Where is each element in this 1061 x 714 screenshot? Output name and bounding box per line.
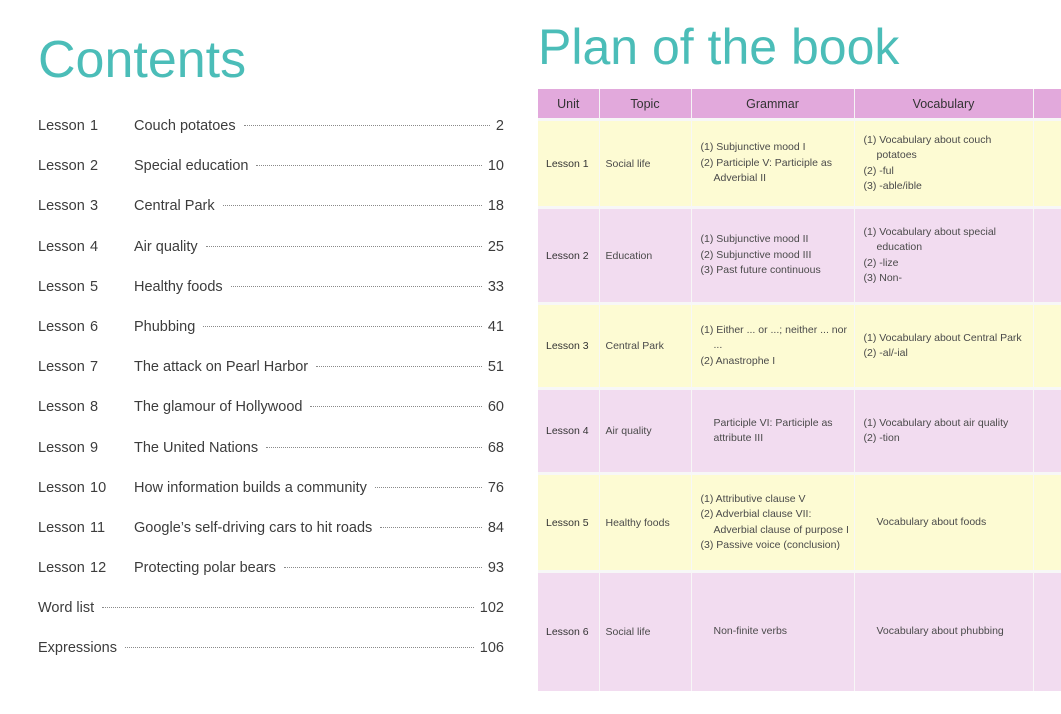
- plan-topic-cell: Air quality: [599, 389, 691, 474]
- unit-header: Unit: [538, 89, 599, 120]
- plan-topic-cell: Education: [599, 208, 691, 304]
- toc-page-number: 25: [487, 238, 504, 255]
- plan-topic-cell: Social life: [599, 572, 691, 691]
- toc-leader-dots: [310, 406, 481, 407]
- toc-lesson-title: The United Nations: [134, 439, 259, 456]
- toc-page-number: 2: [495, 118, 504, 134]
- plan-grammar-cell: [691, 120, 854, 208]
- toc-lesson-label: Lesson: [38, 399, 85, 416]
- plan-table-container: [538, 89, 1061, 714]
- toc-extra-title: Word list: [38, 600, 95, 617]
- plan-cut-off-cell: [1033, 474, 1061, 572]
- plan-row: [538, 474, 1061, 572]
- plan-cut-off-cell: [1033, 389, 1061, 474]
- toc-lesson-number: 12: [90, 560, 107, 577]
- toc-lesson-title: Couch potatoes: [134, 118, 236, 134]
- plan-vocabulary-cell-item: (1) Vocabulary about Central Park: [863, 331, 1022, 344]
- toc-leader-dots: [125, 647, 474, 648]
- plan-grammar-cell: [691, 208, 854, 304]
- plan-table: [538, 89, 1061, 691]
- plan-grammar-cell: [691, 304, 854, 389]
- plan-grammar-cell-item: (1) Attributive clause V: [700, 492, 806, 505]
- plan-grammar-cell-item: (2) Subjunctive mood III: [700, 248, 812, 261]
- toc-item[interactable]: [38, 118, 504, 158]
- plan-grammar-cell-item: (1) Subjunctive mood I: [700, 141, 806, 154]
- toc-leader-dots: [284, 567, 482, 568]
- toc-leader-dots: [375, 487, 482, 488]
- plan-vocabulary-cell: [854, 474, 1033, 572]
- topic-header: Topic: [599, 89, 691, 120]
- vocabulary-header: Vocabulary: [854, 89, 1033, 120]
- toc-leader-dots: [380, 527, 482, 528]
- plan-vocabulary-cell: [854, 572, 1033, 691]
- toc-lesson-label: Lesson: [38, 158, 85, 175]
- toc-item[interactable]: [38, 399, 504, 439]
- plan-vocabulary-cell-item: (3) -able/ible: [863, 180, 922, 192]
- toc-lesson-number: 7: [90, 359, 99, 376]
- toc-leader-dots: [206, 246, 482, 247]
- toc-lesson-label: Lesson: [38, 278, 85, 295]
- plan-vocabulary-cell-text: Vocabulary about foods: [876, 515, 987, 528]
- plan-unit-cell: Lesson 1: [538, 120, 599, 208]
- toc-lesson-number: 10: [90, 479, 107, 496]
- plan-vocabulary-cell-item: (2) -al/-ial: [863, 347, 908, 359]
- plan-unit-cell: Lesson 4: [538, 389, 599, 474]
- toc-lesson-number: 5: [90, 278, 99, 295]
- toc-lesson-number: 4: [90, 238, 99, 255]
- plan-grammar-cell-item: (2) Adverbial clause VII: Adverbial clause of purpose I: [700, 508, 849, 536]
- toc-lesson-title: Special education: [134, 158, 249, 175]
- table-of-contents: [38, 118, 504, 681]
- plan-row: [538, 572, 1061, 691]
- plan-grammar-cell: [691, 572, 854, 691]
- plan-grammar-cell-item: (3) Past future continuous: [700, 264, 821, 277]
- toc-lesson-title: Protecting polar bears: [134, 560, 276, 577]
- toc-page-number: 102: [479, 600, 504, 617]
- toc-lesson-label: Lesson: [38, 198, 85, 215]
- toc-page-number: 18: [487, 198, 504, 215]
- plan-header-row: [538, 89, 1061, 120]
- plan-grammar-cell: [691, 389, 854, 474]
- toc-lesson-label: Lesson: [38, 479, 85, 496]
- plan-vocabulary-cell-item: (1) Vocabulary about special education: [863, 225, 996, 253]
- plan-grammar-cell-item: (2) Participle V: Participle as Adverbial II: [700, 156, 832, 185]
- toc-page-number: 10: [487, 158, 504, 175]
- plan-vocabulary-cell-item: (1) Vocabulary about couch potatoes: [863, 133, 992, 161]
- toc-page-number: 41: [487, 318, 504, 335]
- toc-leader-dots: [223, 205, 482, 206]
- contents-title: Contents: [38, 31, 247, 89]
- plan-grammar-cell-item: (1) Subjunctive mood II: [700, 233, 809, 246]
- toc-lesson-label: Lesson: [38, 238, 85, 255]
- toc-page-number: 60: [487, 399, 504, 416]
- plan-cut-off-cell: [1033, 208, 1061, 304]
- toc-lesson-title: Healthy foods: [134, 278, 223, 295]
- toc-lesson-label: Lesson: [38, 519, 85, 536]
- plan-topic-cell: Social life: [599, 120, 691, 208]
- toc-leader-dots: [231, 286, 482, 287]
- toc-lesson-label: Lesson: [38, 560, 85, 577]
- plan-grammar-cell: [691, 474, 854, 572]
- plan-unit-cell: Lesson 3: [538, 304, 599, 389]
- toc-lesson-title: Google’s self-driving cars to hit roads: [134, 519, 373, 536]
- plan-unit-cell: Lesson 2: [538, 208, 599, 304]
- plan-title: Plan of the book: [538, 19, 900, 75]
- plan-cut-off-cell: [1033, 572, 1061, 691]
- toc-item[interactable]: [38, 560, 504, 600]
- plan-vocabulary-cell-item: (3) Non-: [863, 272, 903, 284]
- toc-item[interactable]: [38, 440, 504, 480]
- toc-item[interactable]: [38, 359, 504, 399]
- toc-lesson-label: Lesson: [38, 359, 85, 376]
- toc-page-number: 84: [487, 519, 504, 536]
- plan-vocabulary-cell: [854, 120, 1033, 208]
- toc-item[interactable]: [38, 198, 504, 238]
- toc-item[interactable]: [38, 279, 504, 319]
- grammar-header: Grammar: [691, 89, 854, 120]
- toc-leader-dots: [203, 326, 482, 327]
- plan-vocabulary-cell-item: (2) -lize: [863, 256, 899, 269]
- plan-grammar-cell-item: (2) Anastrophe I: [700, 354, 776, 367]
- plan-vocabulary-cell-text: Vocabulary about phubbing: [876, 625, 1004, 637]
- plan-grammar-cell-item: (3) Passive voice (conclusion): [700, 539, 840, 551]
- toc-lesson-title: The attack on Pearl Harbor: [134, 359, 309, 376]
- plan-row: [538, 120, 1061, 208]
- toc-lesson-number: 6: [90, 318, 99, 335]
- plan-vocabulary-cell-item: (2) -tion: [863, 432, 900, 444]
- toc-page-number: 106: [479, 640, 504, 657]
- plan-vocabulary-cell: [854, 208, 1033, 304]
- toc-leader-dots: [102, 607, 474, 608]
- toc-page-number: 76: [487, 479, 504, 496]
- plan-unit-cell: Lesson 5: [538, 474, 599, 572]
- toc-leader-dots: [256, 165, 481, 166]
- plan-grammar-cell-item: (1) Either ... or ...; neither ... nor ...: [700, 323, 847, 352]
- plan-vocabulary-cell: [854, 304, 1033, 389]
- toc-lesson-number: 8: [90, 399, 99, 416]
- toc-item[interactable]: [38, 480, 504, 520]
- toc-page-number: 93: [487, 560, 504, 577]
- plan-unit-cell: Lesson 6: [538, 572, 599, 691]
- cut-off-header: [1033, 89, 1061, 120]
- toc-lesson-label: Lesson: [38, 118, 85, 134]
- toc-lesson-label: Lesson: [38, 439, 85, 456]
- toc-item[interactable]: [38, 239, 504, 279]
- toc-item[interactable]: [38, 520, 504, 560]
- toc-lesson-number: 1: [90, 118, 99, 134]
- toc-extra-title: Expressions: [38, 640, 117, 657]
- plan-cut-off-cell: [1033, 304, 1061, 389]
- toc-lesson-title: The glamour of Hollywood: [134, 399, 303, 416]
- plan-row: [538, 389, 1061, 474]
- toc-item[interactable]: [38, 640, 504, 680]
- plan-vocabulary-cell-item: (1) Vocabulary about air quality: [863, 416, 1009, 429]
- toc-leader-dots: [266, 447, 482, 448]
- toc-lesson-number: 3: [90, 198, 99, 215]
- plan-row: [538, 208, 1061, 304]
- toc-lesson-title: Air quality: [134, 238, 198, 255]
- toc-page-number: 33: [487, 278, 504, 295]
- toc-lesson-label: Lesson: [38, 318, 85, 335]
- toc-lesson-number: 2: [90, 158, 99, 175]
- toc-lesson-title: Phubbing: [134, 318, 196, 335]
- toc-leader-dots: [244, 125, 490, 126]
- plan-topic-cell: Healthy foods: [599, 474, 691, 572]
- plan-row: [538, 304, 1061, 389]
- plan-vocabulary-cell: [854, 389, 1033, 474]
- toc-lesson-title: Central Park: [134, 198, 215, 215]
- toc-page-number: 68: [487, 439, 504, 456]
- toc-lesson-number: 11: [90, 519, 106, 536]
- toc-page-number: 51: [487, 359, 504, 376]
- toc-item[interactable]: [38, 600, 504, 640]
- plan-vocabulary-cell-item: (2) -ful: [863, 164, 894, 177]
- toc-item[interactable]: [38, 319, 504, 359]
- toc-item[interactable]: [38, 158, 504, 198]
- toc-lesson-number: 9: [90, 439, 99, 456]
- plan-topic-cell: Central Park: [599, 304, 691, 389]
- toc-leader-dots: [316, 366, 482, 367]
- plan-grammar-cell-text: Participle VI: Participle as attribute III: [713, 416, 833, 444]
- plan-cut-off-cell: [1033, 120, 1061, 208]
- plan-grammar-cell-text: Non-finite verbs: [713, 625, 788, 637]
- toc-lesson-title: How information builds a community: [134, 479, 367, 496]
